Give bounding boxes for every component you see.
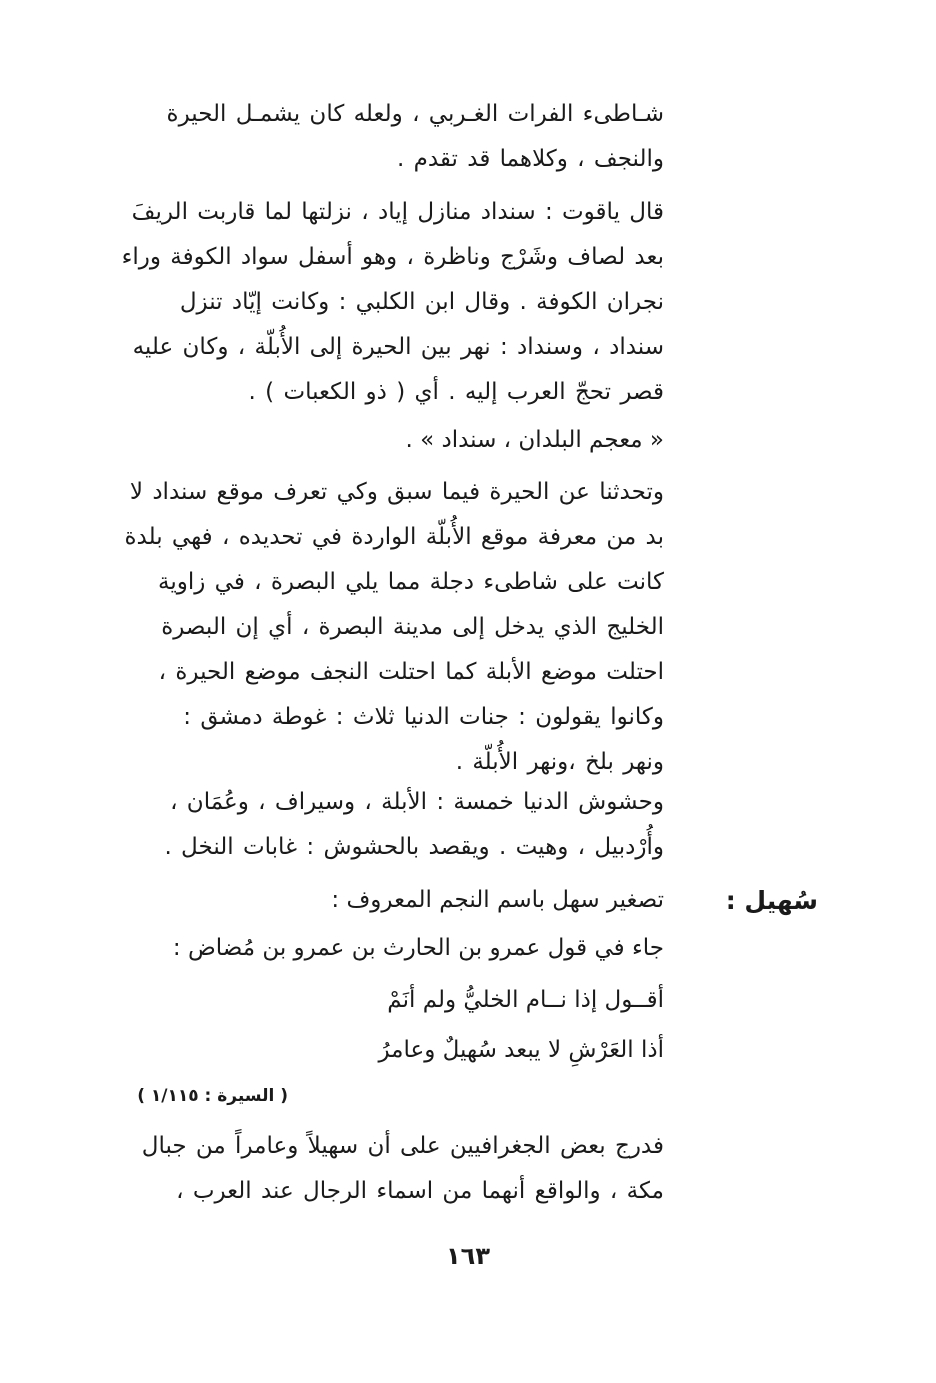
entry-term: سُهيل :	[725, 886, 818, 915]
text-line: نجران الكوفة . وقال ابن الكلبي : وكانت إيّاد تنزل	[179, 289, 664, 315]
text-line: والنجف ، وكلاهما قد تقدم .	[396, 146, 664, 172]
text-line: سنداد ، وسنداد : نهر بين الحيرة إلى الأُبلّة ، وكان عليه	[132, 334, 664, 360]
paragraph-4	[124, 780, 664, 870]
paragraph-3	[124, 470, 664, 785]
text-line: وحشوش الدنيا خمسة : الأبلة ، وسيراف ، وعُمَان ،	[170, 789, 664, 815]
text-line: مكة ، والواقع أنهما من اسماء الرجال عند العرب ،	[176, 1178, 664, 1204]
text-line: ونهر بلخ ،ونهر الأُبلّة .	[455, 749, 664, 775]
source-reference: « معجم البلدان ، سنداد » .	[405, 427, 664, 453]
text-line: احتلت موضع الأبلة كما احتلت النجف موضع الحيرة ،	[158, 659, 664, 685]
paragraph-1	[124, 92, 664, 182]
text-line: شـاطىء الفرات الغـربي ، ولعله كان يشمـل الحيرة	[166, 101, 664, 127]
text-line: وأُرْدبيل ، وهيت . ويقصد بالحشوش : غابات النخل .	[164, 834, 664, 860]
entry-definition: تصغير سهل باسم النجم المعروف :	[331, 887, 664, 913]
poem-line-1: أقــول إذا نــام الخليُّ ولم أنَمْ	[387, 987, 664, 1013]
paragraph-5: جاء في قول عمرو بن الحارث بن عمرو بن مُضاض :	[172, 935, 664, 961]
text-line: وتحدثنا عن الحيرة فيما سبق وكي تعرف موقع سنداد لا	[129, 479, 664, 505]
text-line: بعد لصاف وشَرْج وناظرة ، وهو أسفل سواد الكوفة وراء	[121, 244, 664, 270]
text-line: قال ياقوت : سنداد منازل إياد ، نزلتها لما قاربت الريفَ	[131, 199, 664, 225]
text-line: بد من معرفة موقع الأُبلّة الواردة في تحديده ، فهي بلدة	[124, 524, 664, 550]
paragraph-6	[124, 1124, 664, 1214]
page-number: ١٦٣	[446, 1242, 490, 1270]
poem-line-2: أذا العَرْشِ لا يبعد سُهيلٌ وعامرُ	[378, 1037, 664, 1063]
text-line: فدرج بعض الجغرافيين على أن سهيلاً وعامراً من جبال	[141, 1133, 664, 1159]
text-line: كانت على شاطىء دجلة مما يلي البصرة ، في زاوية	[158, 569, 664, 595]
paragraph-2	[121, 190, 664, 415]
text-line: قصر تحجّ العرب إليه . أي ( ذو الكعبات ) .	[248, 379, 664, 405]
text-line: الخليج الذي يدخل إلى مدينة البصرة ، أي إن البصرة	[161, 614, 664, 640]
poem-citation: ( السيرة : ١/١١٥ )	[137, 1086, 288, 1106]
text-line: وكانوا يقولون : جنات الدنيا ثلاث : غوطة دمشق :	[183, 704, 664, 730]
